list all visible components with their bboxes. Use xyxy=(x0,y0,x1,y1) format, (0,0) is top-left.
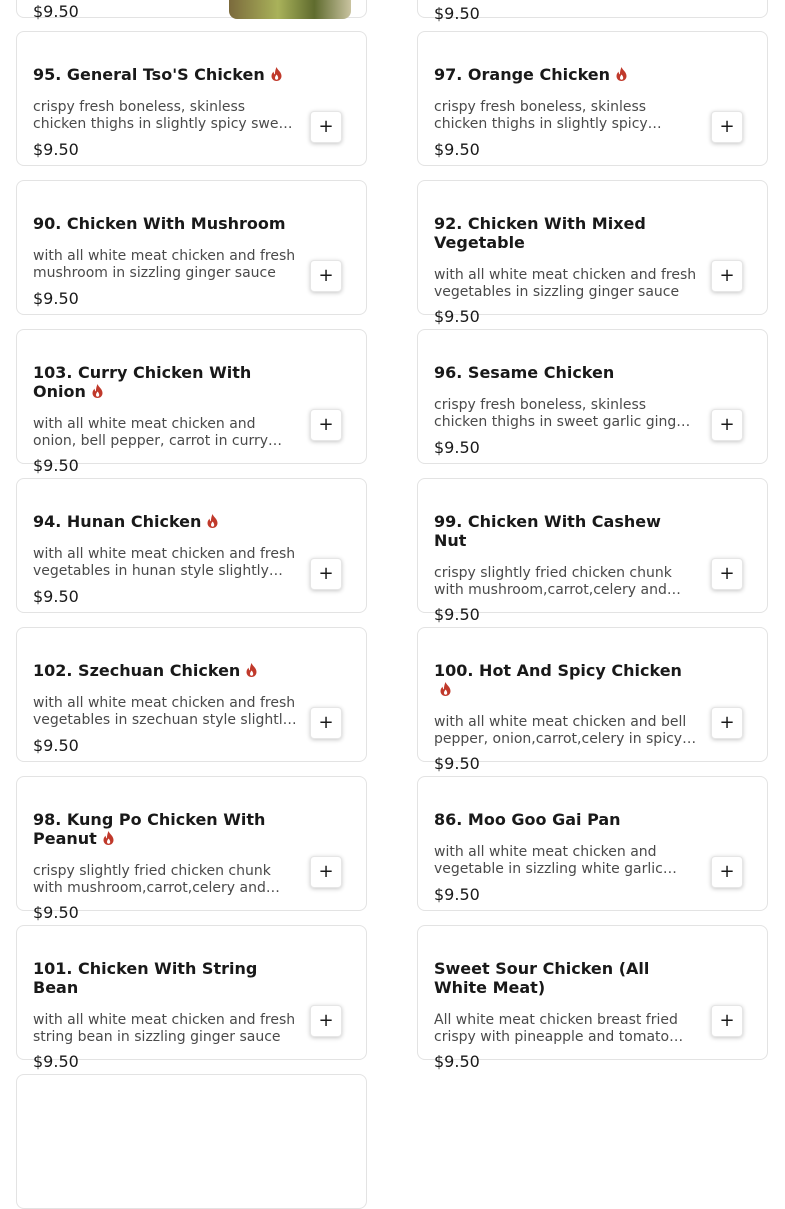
add-to-cart-button[interactable] xyxy=(711,111,743,143)
spicy-flame-icon xyxy=(103,831,114,845)
item-description: with all white meat chicken and bell pepper, onion,carrot,celery in spicy xyxy=(434,714,687,747)
item-name: 96. Sesame Chicken xyxy=(434,363,615,382)
item-description: All white meat chicken breast fried crispy with pineapple and tomato xyxy=(434,1012,678,1045)
item-title xyxy=(33,810,295,848)
menu-item-card[interactable] xyxy=(16,627,367,762)
item-price: $9.50 xyxy=(33,587,79,606)
menu-item-card-partial[interactable] xyxy=(417,0,768,23)
item-price: $9.50 xyxy=(33,456,79,475)
item-description: with all white meat chicken and fresh vegetables in szechuan style slightly xyxy=(33,695,296,728)
item-price: $9.50 xyxy=(33,1052,79,1071)
menu-item-card[interactable] xyxy=(417,478,768,624)
item-description: with all white meat chicken and fresh mushroom in sizzling ginger sauce xyxy=(33,248,296,281)
item-name: 95. General Tso'S Chicken xyxy=(33,65,265,84)
item-description: with all white meat chicken and fresh vegetables in hunan style slightly xyxy=(33,546,296,579)
item-title xyxy=(434,810,696,829)
add-to-cart-button[interactable] xyxy=(711,1005,743,1037)
plus-icon: + xyxy=(318,116,334,137)
item-title xyxy=(33,363,295,401)
menu-item-card[interactable] xyxy=(16,180,367,315)
item-title xyxy=(434,214,696,252)
item-name: 94. Hunan Chicken xyxy=(33,512,202,531)
add-to-cart-button[interactable] xyxy=(310,260,342,292)
item-name: 101. Chicken With String Bean xyxy=(33,959,258,997)
spicy-flame-icon xyxy=(616,67,627,81)
item-price: $9.50 xyxy=(434,438,480,457)
item-description: with all white meat chicken and vegetable in sizzling white garlic xyxy=(434,844,663,877)
item-title xyxy=(434,512,696,550)
item-price: $9.50 xyxy=(434,4,480,23)
menu-item-card[interactable] xyxy=(16,478,367,613)
plus-icon: + xyxy=(318,563,334,584)
spicy-flame-icon xyxy=(207,514,218,528)
item-description: with all white meat chicken and onion, bell pepper, carrot in curry xyxy=(33,416,269,449)
item-price: $9.50 xyxy=(434,605,480,624)
item-name: 100. Hot And Spicy Chicken xyxy=(434,661,682,680)
item-title xyxy=(434,65,696,84)
add-to-cart-button[interactable] xyxy=(310,558,342,590)
plus-icon: + xyxy=(719,1010,735,1031)
menu-item-card[interactable] xyxy=(417,776,768,911)
plus-icon: + xyxy=(318,1010,334,1031)
item-description: crispy slightly fried chicken chunk with mushroom,carrot,celery and xyxy=(434,565,672,598)
plus-icon: + xyxy=(318,861,334,882)
menu-item-card[interactable] xyxy=(417,31,768,166)
item-name: Sweet Sour Chicken (All White Meat) xyxy=(434,959,650,997)
plus-icon: + xyxy=(719,414,735,435)
item-description: crispy fresh boneless, skinless chicken thighs in slightly spicy xyxy=(434,99,648,132)
item-price: $9.50 xyxy=(33,2,79,21)
add-to-cart-button[interactable] xyxy=(310,1005,342,1037)
item-price: $9.50 xyxy=(434,754,480,773)
item-title xyxy=(33,512,295,531)
menu-item-card[interactable] xyxy=(16,31,367,166)
item-price: $9.50 xyxy=(33,140,79,159)
spicy-flame-icon xyxy=(440,682,451,696)
item-price: $9.50 xyxy=(33,289,79,308)
menu-item-card[interactable] xyxy=(16,925,367,1071)
add-to-cart-button[interactable] xyxy=(310,111,342,143)
spicy-flame-icon xyxy=(271,67,282,81)
plus-icon: + xyxy=(719,563,735,584)
add-to-cart-button[interactable] xyxy=(310,707,342,739)
item-title xyxy=(434,661,696,699)
plus-icon: + xyxy=(719,712,735,733)
menu-item-card[interactable] xyxy=(417,329,768,464)
item-price: $9.50 xyxy=(434,1052,480,1071)
item-title xyxy=(434,363,696,382)
food-thumbnail xyxy=(229,0,351,19)
item-price: $9.50 xyxy=(434,140,480,159)
add-to-cart-button[interactable] xyxy=(711,409,743,441)
plus-icon: + xyxy=(318,712,334,733)
plus-icon: + xyxy=(719,116,735,137)
item-name: 90. Chicken With Mushroom xyxy=(33,214,286,233)
item-description: crispy fresh boneless, skinless chicken thighs in sweet garlic ginger xyxy=(434,397,691,430)
item-name: 98. Kung Po Chicken With Peanut xyxy=(33,810,266,848)
item-description: with all white meat chicken and fresh vegetables in sizzling ginger sauce xyxy=(434,267,697,300)
item-title xyxy=(33,214,295,233)
add-to-cart-button[interactable] xyxy=(711,707,743,739)
menu-item-card[interactable] xyxy=(417,627,768,773)
plus-icon: + xyxy=(719,265,735,286)
item-price: $9.50 xyxy=(33,903,79,922)
menu-item-card-partial[interactable] xyxy=(16,0,367,21)
item-price: $9.50 xyxy=(434,885,480,904)
menu-item-card[interactable] xyxy=(417,180,768,326)
menu-item-card[interactable] xyxy=(417,925,768,1071)
item-title xyxy=(434,959,696,997)
spicy-flame-icon xyxy=(92,384,103,398)
plus-icon: + xyxy=(719,861,735,882)
item-name: 86. Moo Goo Gai Pan xyxy=(434,810,621,829)
item-title xyxy=(33,65,295,84)
item-name: 102. Szechuan Chicken xyxy=(33,661,241,680)
menu-item-card-partial[interactable] xyxy=(16,1074,367,1209)
item-title xyxy=(33,959,295,997)
item-price: $9.50 xyxy=(434,307,480,326)
item-name: 99. Chicken With Cashew Nut xyxy=(434,512,661,550)
item-name: 92. Chicken With Mixed Vegetable xyxy=(434,214,646,252)
item-description: with all white meat chicken and fresh string bean in sizzling ginger sauce xyxy=(33,1012,296,1045)
item-name: 97. Orange Chicken xyxy=(434,65,611,84)
add-to-cart-button[interactable] xyxy=(711,558,743,590)
plus-icon: + xyxy=(318,414,334,435)
item-price: $9.50 xyxy=(33,736,79,755)
spicy-flame-icon xyxy=(246,663,257,677)
add-to-cart-button[interactable] xyxy=(711,856,743,888)
menu-item-card[interactable] xyxy=(16,329,367,475)
add-to-cart-button[interactable] xyxy=(711,260,743,292)
item-description: crispy fresh boneless, skinless chicken thighs in slightly spicy sweet xyxy=(33,99,293,132)
add-to-cart-button[interactable] xyxy=(310,856,342,888)
add-to-cart-button[interactable] xyxy=(310,409,342,441)
plus-icon: + xyxy=(318,265,334,286)
item-name: 103. Curry Chicken With Onion xyxy=(33,363,252,401)
item-description: crispy slightly fried chicken chunk with mushroom,carrot,celery and xyxy=(33,863,271,896)
item-title xyxy=(33,661,295,680)
menu-item-card[interactable] xyxy=(16,776,367,922)
